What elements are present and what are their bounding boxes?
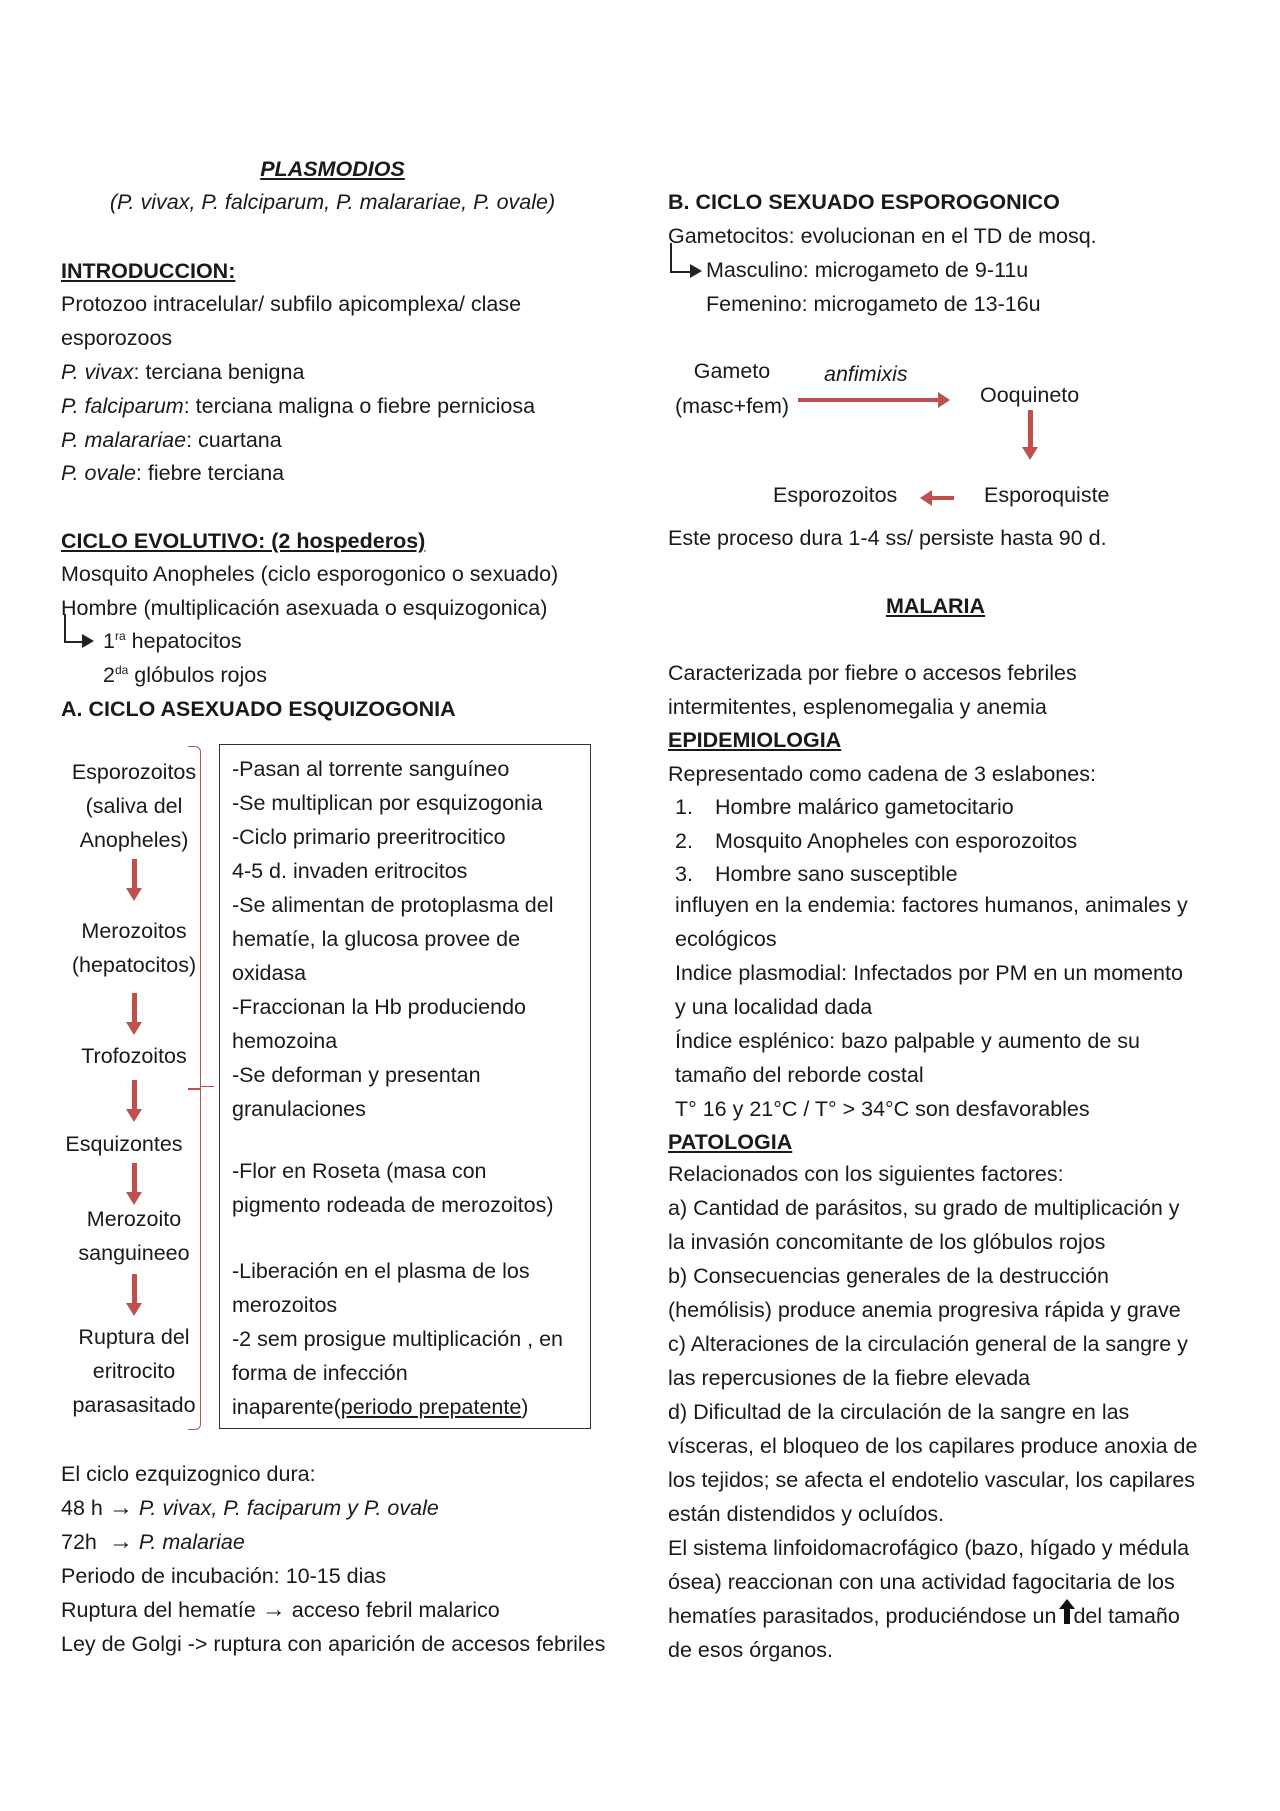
flow-arrow-4-icon [132, 1163, 137, 1193]
duration-ruptura: Ruptura del hematíe → acceso febril malarico [61, 1596, 500, 1623]
gametocitos-bracket-icon [670, 243, 692, 273]
box-text-group-1: -Pasan al torrente sanguíneo -Se multiplican por esquizogonia -Ciclo primario preeritrocitico 4-5 d. invaden eritrocitos -Se alimentan de protoplasma del hematíe, la glucosa provee de oxidasa -Fraccionan la Hb produciendo hemozoina -Se deforman y presentan granulaciones [232, 757, 554, 1121]
epidemiologia-details: influyen en la endemia: factores humanos, animales y ecológicos Indice plasmodial: Infectados por PM en un momento y una localidad dada Índice esplénico: bazo palpable y aumento de su tamaño del reborde costal T° 16 y 21°C / T° > 34°C son desfavorables [675, 893, 1188, 1121]
hombre-arrow-icon [82, 634, 94, 648]
species-falciparum: P. falciparum: terciana maligna o fiebre perniciosa [61, 394, 536, 418]
malaria-desc-2: intermitentes, esplenomegalia y anemia [668, 695, 1047, 719]
flow-arrow-2-icon [132, 993, 137, 1023]
ciclo-line-hombre: Hombre (multiplicación asexuada o esquizogonica) [61, 596, 548, 620]
patologia-body: Relacionados con los siguientes factores: a) Cantidad de parásitos, su grado de multiplicación y la invasión concomitante de los glóbulos rojos b) Consecuencias generales de la destrucción (hemólisis) produce anemia progresiva rápida y grave c) Alteraciones de la circulación general de la sangre y las repercusiones de la fiebre elevada d) Dificultad de la circulación de la sangre en las vísceras, el bloqueo de los capilares produce anoxia de los tejidos; se afecta el endotelio vascular, los capilares están distendidos y ocluídos. El sistema linfoidomacrofágico (bazo, hígado y médula ósea) reaccionan con una actividad fagocitaria de los hematíes parasitados, produciéndose un del tamaño de esos órganos. [668, 1162, 1198, 1662]
duration-72h: 72h → P. malariae [61, 1528, 245, 1555]
duration-heading: El ciclo ezquizognico dura: [61, 1462, 316, 1486]
diagram-ooquineto: Ooquineto [980, 383, 1080, 407]
page-title: PLASMODIOS [260, 157, 405, 181]
esporoquiste-arrow-icon [932, 496, 954, 500]
stage-brace-upper [188, 746, 201, 1090]
asexual-heading: A. CICLO ASEXUADO ESQUIZOGONIA [61, 697, 456, 721]
ciclo-second-host: $2^{da}$ glóbulos rojos [103, 662, 267, 687]
stage-merozoito-sanguineo: Merozoito sanguineeo [78, 1207, 190, 1265]
epidemiologia-item-2: 2. Mosquito Anopheles con esporozoitos [675, 829, 1078, 853]
stage-esporozoitos: Esporozoitos (saliva del Anopheles) [71, 760, 197, 852]
stage-trofozoitos: Trofozoitos [81, 1044, 187, 1068]
ciclo-first-host: $1^{ra}$ hepatocitos [103, 628, 242, 653]
flow-arrow-1-icon [132, 859, 137, 889]
sexual-female: Femenino: microgameto de 13-16u [706, 292, 1041, 316]
stage-ruptura: Ruptura del eritrocito parasasitado [72, 1325, 196, 1417]
diagram-esporoquiste: Esporoquiste [984, 483, 1110, 507]
sexual-heading: B. CICLO SEXUADO ESPOROGONICO [668, 190, 1060, 214]
box-text-group-3: -Liberación en el plasma de los merozoitos -2 sem prosigue multiplicación , en forma de infección inaparente(periodo prepatente) [232, 1259, 564, 1419]
box-text-group-2: -Flor en Roseta (masa con pigmento rodeada de merozoitos) [232, 1159, 554, 1217]
intro-line-2: esporozoos [61, 326, 173, 350]
duration-48h: 48 h → P. vivax, P. faciparum y P. ovale [61, 1494, 439, 1521]
ciclo-line-mosquito: Mosquito Anopheles (ciclo esporogonico o sexuado) [61, 562, 559, 586]
species-ovale: P. ovale: fiebre terciana [61, 461, 285, 485]
flow-arrow-3-icon [132, 1080, 137, 1110]
ciclo-heading: CICLO EVOLUTIVO: (2 hospederos) [61, 529, 426, 553]
diagram-gameto: Gameto [693, 359, 771, 383]
patologia-heading: PATOLOGIA [668, 1130, 793, 1154]
diagram-gameto-sub: (masc+fem) [675, 394, 790, 418]
gametocitos-arrow-icon [690, 264, 702, 278]
intro-heading: INTRODUCCION: [61, 259, 236, 283]
species-subtitle: (P. vivax, P. falciparum, P. malarariae, P. ovale) [109, 190, 556, 214]
sexual-male: Masculino: microgameto de 9-11u [706, 258, 1029, 282]
hombre-bracket-icon [64, 614, 84, 643]
malaria-heading: MALARIA [885, 594, 986, 618]
stage-brace-lower [188, 1088, 201, 1430]
species-vivax: P. vivax: terciana benigna [61, 360, 305, 384]
anfimixis-arrow-icon [798, 398, 940, 402]
flow-arrow-5-icon [132, 1274, 137, 1304]
duration-incubation: Periodo de incubación: 10-15 dias [61, 1564, 387, 1588]
epidemiologia-intro: Representado como cadena de 3 eslabones: [668, 762, 1096, 786]
malaria-desc-1: Caracterizada por fiebre o accesos febriles [668, 661, 1077, 685]
intro-line-1: Protozoo intracelular/ subfilo apicomplexa/ clase [61, 292, 522, 316]
epidemiologia-item-3: 3. Hombre sano susceptible [675, 862, 958, 886]
species-malarariae: P. malarariae: cuartana [61, 428, 282, 452]
epidemiologia-item-1: 1. Hombre malárico gametocitario [675, 795, 1014, 819]
ooquineto-arrow-icon [1028, 410, 1033, 448]
stage-esquizontes: Esquizontes [65, 1132, 183, 1156]
sexual-gametocitos: Gametocitos: evolucionan en el TD de mosq. [668, 224, 1097, 248]
sexual-duration: Este proceso dura 1-4 ss/ persiste hasta 90 d. [668, 526, 1107, 550]
epidemiologia-heading: EPIDEMIOLOGIA [668, 728, 842, 752]
duration-golgi: Ley de Golgi -> ruptura con aparición de accesos febriles [61, 1632, 606, 1656]
increase-arrow-icon [1064, 1608, 1070, 1624]
stage-merozoitos: Merozoitos (hepatocitos) [71, 919, 197, 977]
diagram-esporozoitos: Esporozoitos [773, 483, 898, 507]
diagram-anfimixis: anfimixis [824, 362, 908, 386]
stage-brace-point [200, 1086, 214, 1087]
